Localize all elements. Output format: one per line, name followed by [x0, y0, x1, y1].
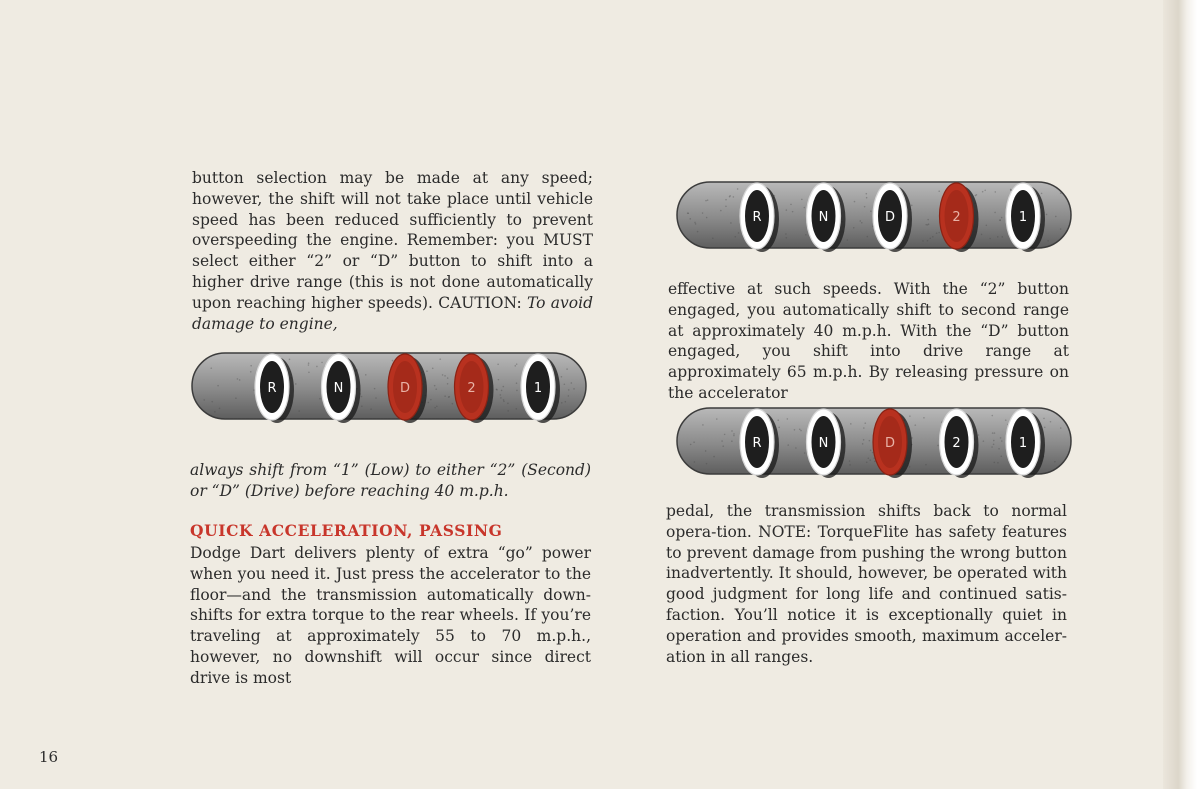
panel-texture-dot — [976, 194, 978, 196]
panel-texture-dot — [447, 377, 449, 379]
panel-texture-dot — [733, 433, 735, 435]
panel-texture-dot — [426, 370, 428, 372]
panel-texture-dot — [571, 410, 573, 412]
section-heading-quick-acceleration: QUICK ACCELERATION, PASSING — [190, 521, 503, 540]
panel-texture-dot — [500, 397, 502, 399]
panel-texture-dot — [1060, 427, 1062, 429]
panel-texture-dot — [850, 423, 852, 425]
panel-texture-dot — [870, 449, 872, 451]
panel-texture-dot — [721, 440, 723, 442]
panel-texture-dot — [738, 232, 740, 234]
page-edge-shadow — [1163, 0, 1197, 789]
panel-texture-dot — [849, 464, 851, 466]
panel-texture-dot — [777, 419, 779, 421]
panel-texture-dot — [289, 359, 291, 361]
panel-texture-dot — [804, 207, 806, 209]
panel-texture-dot — [452, 403, 454, 405]
panel-texture-dot — [730, 222, 732, 224]
panel-texture-dot — [932, 236, 934, 238]
button-label: 2 — [952, 436, 961, 451]
panel-texture-dot — [731, 430, 733, 432]
panel-texture-dot — [298, 410, 300, 412]
panel-texture-dot — [992, 432, 994, 434]
button-label: R — [752, 210, 762, 225]
panel-texture-dot — [516, 390, 518, 392]
panel-texture-dot — [722, 445, 724, 447]
panel-texture-dot — [991, 446, 993, 448]
button-label: 2 — [467, 381, 476, 396]
panel-texture-dot — [1041, 193, 1043, 195]
panel-texture-dot — [444, 375, 446, 377]
panel-texture-dot — [321, 362, 323, 364]
button-label: 1 — [1018, 210, 1028, 225]
panel-texture-dot — [724, 434, 726, 436]
panel-texture-dot — [1001, 217, 1003, 219]
panel-texture-dot — [869, 440, 871, 442]
left-paragraph-2: Dodge Dart delivers plenty of extra “go” power when you need it. Just press the accelerator to the floor—and the transmission automatically down-shifts for extra torque to the rear wheels. If you’re traveling at approximately 55 to 70 m.p.h., however, no downshift will occur since direct drive is most — [190, 544, 591, 687]
panel-texture-dot — [862, 443, 864, 445]
panel-texture-dot — [997, 462, 999, 464]
panel-texture-dot — [503, 399, 505, 401]
panel-texture-dot — [981, 234, 983, 236]
button-label: D — [884, 210, 896, 225]
panel-texture-dot — [991, 415, 993, 417]
panel-texture-dot — [439, 358, 441, 360]
panel-texture-dot — [863, 439, 865, 441]
panel-texture-dot — [374, 388, 376, 390]
panel-texture-dot — [308, 372, 310, 374]
panel-texture-dot — [1060, 228, 1062, 230]
panel-texture-dot — [938, 232, 940, 234]
panel-texture-dot — [436, 405, 438, 407]
panel-texture-dot — [514, 365, 516, 367]
caution-italic-text: always shift from “1” (Low) to either “2” (Second) or “D” (Drive) before reaching 40 m.p.h. — [190, 461, 591, 500]
panel-texture-dot — [515, 408, 517, 410]
panel-texture-dot — [804, 452, 806, 454]
panel-texture-dot — [295, 383, 297, 385]
panel-texture-dot — [319, 398, 321, 400]
panel-texture-dot — [561, 376, 563, 378]
panel-texture-dot — [929, 238, 931, 240]
panel-texture-dot — [936, 232, 938, 234]
panel-texture-dot — [986, 224, 988, 226]
panel-texture-dot — [1001, 236, 1003, 238]
panel-texture-dot — [507, 403, 509, 405]
panel-texture-dot — [702, 212, 704, 214]
panel-texture-dot — [866, 197, 868, 199]
panel-texture-dot — [737, 188, 739, 190]
panel-texture-dot — [571, 382, 573, 384]
panel-texture-dot — [778, 427, 780, 429]
panel-texture-dot — [911, 205, 913, 207]
left-paragraph-1-text: button selection may be made at any speed; however, the shift will not take place until vehicle speed has been reduced sufficiently to prevent overspeeding the engine. Remember: you MUST select either “2” or “D” button to shift into a higher drive range (this is not done automatically upon reaching higher speeds). CAUTION: — [192, 169, 593, 312]
panel-texture-dot — [237, 378, 239, 380]
panel-texture-dot — [725, 205, 727, 207]
panel-texture-dot — [308, 362, 310, 364]
panel-texture-dot — [568, 395, 570, 397]
panel-texture-dot — [210, 367, 212, 369]
panel-texture-dot — [1060, 192, 1062, 194]
panel-texture-dot — [923, 417, 925, 419]
panel-texture-dot — [716, 418, 718, 420]
panel-texture-dot — [729, 196, 731, 198]
right-paragraph-2: pedal, the transmission shifts back to normal opera-tion. NOTE: TorqueFlite has safety features to prevent damage from pushing the wrong button inadvertently. It should, however, be operated with good judgment for long life and continued satis-faction. You’ll notice it is exceptionally quiet in operation and provides smooth, maximum acceler-ation in all ranges. — [666, 502, 1067, 666]
panel-texture-dot — [734, 236, 736, 238]
pushbutton-panel-right-bottom — [675, 400, 1073, 488]
panel-texture-dot — [1001, 440, 1003, 442]
panel-texture-dot — [561, 402, 563, 404]
panel-texture-dot — [500, 394, 502, 396]
panel-texture-dot — [993, 440, 995, 442]
left-paragraph-1-emphasis: To avoid damage to engine, — [192, 293, 593, 333]
panel-texture-dot — [516, 382, 518, 384]
panel-texture-dot — [434, 385, 436, 387]
panel-texture-dot — [694, 222, 696, 224]
panel-texture-dot — [365, 374, 367, 376]
panel-texture-dot — [993, 443, 995, 445]
panel-texture-dot — [870, 210, 872, 212]
panel-texture-dot — [516, 363, 518, 365]
panel-texture-dot — [442, 374, 444, 376]
panel-texture-dot — [994, 212, 996, 214]
panel-texture-dot — [790, 204, 792, 206]
panel-texture-dot — [914, 424, 916, 426]
panel-texture-dot — [1055, 216, 1057, 218]
panel-texture-dot — [998, 448, 1000, 450]
panel-texture-dot — [1050, 421, 1052, 423]
panel-texture-dot — [503, 401, 505, 403]
panel-texture-dot — [869, 459, 871, 461]
panel-texture-dot — [361, 396, 363, 398]
button-label: D — [399, 381, 411, 396]
panel-texture-dot — [430, 399, 432, 401]
panel-texture-dot — [989, 238, 991, 240]
panel-texture-dot — [250, 365, 252, 367]
panel-texture-dot — [785, 237, 787, 239]
pushbutton-panel-left — [190, 345, 588, 433]
panel-texture-dot — [693, 441, 695, 443]
panel-texture-dot — [799, 429, 801, 431]
panel-texture-dot — [447, 383, 449, 385]
page-number: 16 — [39, 748, 59, 766]
panel-texture-dot — [861, 222, 863, 224]
panel-texture-dot — [794, 429, 796, 431]
panel-texture-dot — [1043, 418, 1045, 420]
panel-texture-dot — [863, 427, 865, 429]
panel-texture-dot — [435, 388, 437, 390]
panel-texture-dot — [687, 212, 689, 214]
panel-texture-dot — [853, 227, 855, 229]
panel-texture-dot — [705, 200, 707, 202]
panel-texture-dot — [795, 447, 797, 449]
panel-texture-dot — [786, 209, 788, 211]
panel-texture-dot — [982, 191, 984, 193]
panel-texture-dot — [392, 360, 394, 362]
panel-texture-dot — [502, 386, 504, 388]
panel-texture-dot — [203, 399, 205, 401]
panel-texture-dot — [867, 236, 869, 238]
panel-texture-dot — [866, 461, 868, 463]
panel-texture-dot — [707, 199, 709, 201]
panel-texture-dot — [564, 383, 566, 385]
panel-texture-dot — [448, 396, 450, 398]
panel-texture-dot — [697, 231, 699, 233]
button-label: 1 — [533, 381, 543, 396]
panel-texture-dot — [434, 407, 436, 409]
panel-texture-dot — [993, 462, 995, 464]
panel-texture-dot — [854, 201, 856, 203]
panel-texture-dot — [695, 223, 697, 225]
panel-texture-dot — [501, 390, 503, 392]
panel-texture-dot — [432, 367, 434, 369]
panel-texture-dot — [1000, 437, 1002, 439]
button-label: N — [333, 381, 344, 396]
panel-texture-dot — [733, 196, 735, 198]
panel-texture-dot — [800, 430, 802, 432]
panel-texture-dot — [733, 435, 735, 437]
panel-texture-dot — [361, 405, 363, 407]
panel-texture-dot — [866, 193, 868, 195]
panel-texture-dot — [849, 460, 851, 462]
panel-texture-dot — [1046, 214, 1048, 216]
panel-texture-dot — [375, 397, 377, 399]
panel-texture-dot — [239, 379, 241, 381]
pushbutton-panel-right-top — [675, 174, 1073, 262]
panel-texture-dot — [565, 401, 567, 403]
panel-texture-dot — [713, 456, 715, 458]
panel-texture-dot — [497, 364, 499, 366]
button-label: N — [818, 436, 829, 451]
panel-texture-dot — [720, 210, 722, 212]
panel-texture-dot — [1005, 419, 1007, 421]
panel-texture-dot — [792, 211, 794, 213]
panel-texture-dot — [705, 450, 707, 452]
panel-texture-dot — [864, 422, 866, 424]
panel-texture-dot — [308, 364, 310, 366]
panel-texture-dot — [864, 206, 866, 208]
panel-texture-dot — [498, 379, 500, 381]
panel-texture-dot — [874, 461, 876, 463]
panel-texture-dot — [867, 457, 869, 459]
panel-texture-dot — [801, 199, 803, 201]
panel-texture-dot — [566, 368, 568, 370]
panel-texture-dot — [217, 385, 219, 387]
panel-texture-dot — [1047, 240, 1049, 242]
panel-texture-dot — [214, 411, 216, 413]
panel-texture-dot — [927, 240, 929, 242]
panel-texture-dot — [496, 389, 498, 391]
panel-texture-dot — [785, 233, 787, 235]
panel-texture-dot — [994, 191, 996, 193]
button-label: R — [267, 381, 277, 396]
panel-texture-dot — [573, 388, 575, 390]
panel-texture-dot — [211, 401, 213, 403]
panel-texture-dot — [370, 408, 372, 410]
panel-texture-dot — [1044, 426, 1046, 428]
panel-texture-dot — [927, 224, 929, 226]
button-label: R — [752, 436, 762, 451]
panel-texture-dot — [316, 366, 318, 368]
panel-texture-dot — [706, 217, 708, 219]
panel-texture-dot — [938, 190, 940, 192]
panel-texture-dot — [507, 410, 509, 412]
panel-texture-dot — [805, 234, 807, 236]
panel-texture-dot — [909, 466, 911, 468]
panel-texture-dot — [235, 397, 237, 399]
panel-texture-dot — [925, 464, 927, 466]
panel-texture-dot — [712, 238, 714, 240]
panel-texture-dot — [978, 434, 980, 436]
panel-texture-dot — [937, 445, 939, 447]
panel-texture-dot — [690, 444, 692, 446]
panel-texture-dot — [725, 199, 727, 201]
panel-texture-dot — [731, 440, 733, 442]
panel-texture-dot — [694, 461, 696, 463]
panel-texture-dot — [847, 239, 849, 241]
button-label: 1 — [1018, 436, 1028, 451]
panel-texture-dot — [787, 418, 789, 420]
panel-texture-dot — [428, 402, 430, 404]
panel-texture-dot — [250, 371, 252, 373]
panel-texture-dot — [1000, 455, 1002, 457]
left-paragraph-1 — [192, 168, 593, 334]
panel-texture-dot — [689, 218, 691, 220]
panel-texture-dot — [859, 220, 861, 222]
panel-texture-dot — [997, 236, 999, 238]
button-label: 2 — [952, 210, 961, 225]
button-label: D — [884, 436, 896, 451]
panel-texture-dot — [219, 408, 221, 410]
panel-texture-dot — [983, 440, 985, 442]
panel-texture-dot — [994, 432, 996, 434]
panel-texture-dot — [444, 395, 446, 397]
panel-texture-dot — [927, 219, 929, 221]
panel-texture-dot — [922, 240, 924, 242]
panel-texture-dot — [999, 219, 1001, 221]
panel-texture-dot — [984, 189, 986, 191]
panel-texture-dot — [909, 415, 911, 417]
button-label: N — [818, 210, 829, 225]
panel-texture-dot — [1054, 461, 1056, 463]
panel-texture-dot — [706, 463, 708, 465]
panel-texture-dot — [787, 444, 789, 446]
panel-texture-dot — [568, 389, 570, 391]
panel-texture-dot — [702, 424, 704, 426]
right-paragraph-1: effective at such speeds. With the “2” button engaged, you automatically shift to second range at approximately 40 m.p.h. With the “D” button engaged, you shift into drive range at approximately 65 m.p.h. By releasing pressure on the accelerator — [668, 280, 1069, 402]
